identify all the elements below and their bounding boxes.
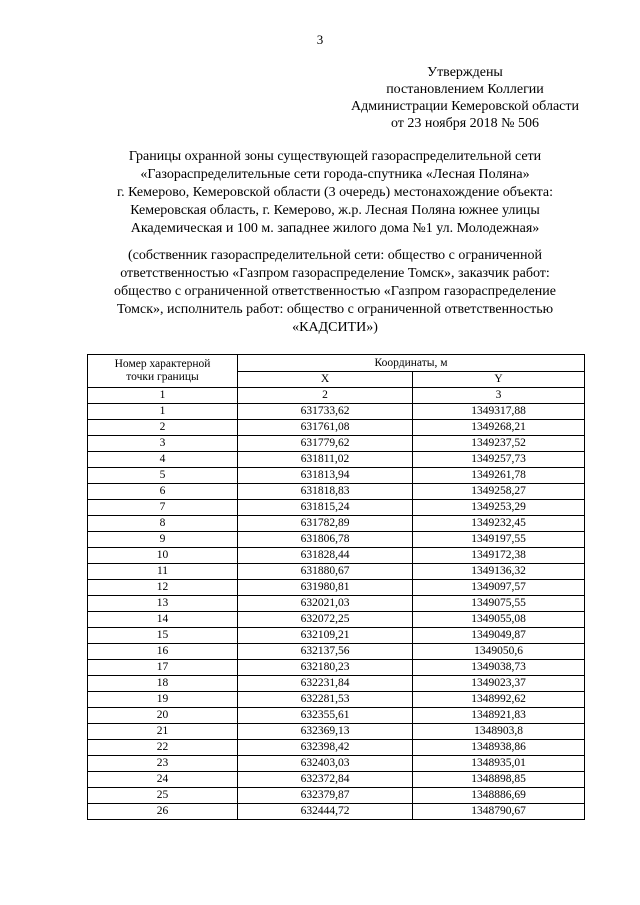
header-point-number	[88, 355, 238, 388]
point-number-cell: 18	[88, 676, 238, 692]
y-coordinate-cell: 1349075,55	[413, 596, 585, 612]
y-coordinate-cell: 1349257,73	[413, 452, 585, 468]
y-coordinate-cell: 1348886,69	[413, 788, 585, 804]
title-line: г. Кемерово, Кемеровской области (3 очередь) местонахождение объекта:	[116, 185, 554, 200]
x-coordinate-cell: 632403,03	[238, 756, 413, 772]
page-number: 3	[316, 32, 324, 47]
x-coordinate-cell: 632109,21	[238, 628, 413, 644]
y-coordinate-cell: 1348935,01	[413, 756, 585, 772]
point-number-cell: 21	[88, 724, 238, 740]
approval-line: Администрации Кемеровской области	[351, 99, 579, 114]
table-row	[88, 612, 585, 628]
point-number-cell: 13	[88, 596, 238, 612]
x-coordinate-cell: 632231,84	[238, 676, 413, 692]
point-number-cell: 16	[88, 644, 238, 660]
table-row	[88, 564, 585, 580]
point-number-cell: 19	[88, 692, 238, 708]
x-coordinate-cell: 631733,62	[238, 404, 413, 420]
x-coordinate-cell: 631806,78	[238, 532, 413, 548]
table-row	[88, 692, 585, 708]
table-row	[88, 628, 585, 644]
x-coordinate-cell: 631815,24	[238, 500, 413, 516]
subtitle-line: Томск», исполнитель работ: общество с ограниченной ответственностью	[116, 302, 554, 317]
table-row	[88, 644, 585, 660]
y-coordinate-cell: 1349237,52	[413, 436, 585, 452]
point-number-cell: 4	[88, 452, 238, 468]
point-number-cell: 14	[88, 612, 238, 628]
table-row	[88, 452, 585, 468]
y-coordinate-cell: 1349097,57	[413, 580, 585, 596]
x-coordinate-cell: 631828,44	[238, 548, 413, 564]
point-number-cell: 10	[88, 548, 238, 564]
y-coordinate-cell: 1348992,62	[413, 692, 585, 708]
x-coordinate-cell: 632398,42	[238, 740, 413, 756]
title-line: Границы охранной зоны существующей газораспределительной сети	[128, 149, 542, 164]
x-coordinate-cell: 632369,13	[238, 724, 413, 740]
x-coordinate-cell: 632021,03	[238, 596, 413, 612]
approval-block	[330, 64, 600, 132]
y-coordinate-cell: 1348898,85	[413, 772, 585, 788]
table-row	[88, 804, 585, 820]
point-number-cell: 12	[88, 580, 238, 596]
y-coordinate-cell: 1349038,73	[413, 660, 585, 676]
y-coordinate-cell: 1349261,78	[413, 468, 585, 484]
point-number-cell: 20	[88, 708, 238, 724]
y-coordinate-cell: 1349050,6	[413, 644, 585, 660]
table-header-row	[88, 355, 585, 372]
y-coordinate-cell: 1348938,86	[413, 740, 585, 756]
table-row	[88, 772, 585, 788]
table-row	[88, 436, 585, 452]
point-number-cell: 9	[88, 532, 238, 548]
x-coordinate-cell: 631818,83	[238, 484, 413, 500]
table-row	[88, 468, 585, 484]
table-row	[88, 596, 585, 612]
approval-line: от 23 ноября 2018 № 506	[390, 116, 540, 131]
table-row	[88, 420, 585, 436]
point-number-cell: 22	[88, 740, 238, 756]
y-coordinate-cell: 1349317,88	[413, 404, 585, 420]
y-coordinate-cell: 1349049,87	[413, 628, 585, 644]
y-coordinate-cell: 1349253,29	[413, 500, 585, 516]
header-point-line: точки границы	[126, 371, 199, 383]
x-coordinate-cell: 631813,94	[238, 468, 413, 484]
x-coordinate-cell: 631761,08	[238, 420, 413, 436]
table-row	[88, 532, 585, 548]
x-coordinate-cell: 631782,89	[238, 516, 413, 532]
subtitle-line: «КАДСИТИ»)	[292, 320, 378, 335]
numbering-cell: 2	[238, 388, 413, 404]
x-coordinate-cell: 631980,81	[238, 580, 413, 596]
numbering-cell: 1	[88, 388, 238, 404]
y-coordinate-cell: 1349232,45	[413, 516, 585, 532]
x-coordinate-cell: 631880,67	[238, 564, 413, 580]
point-number-cell: 26	[88, 804, 238, 820]
point-number-cell: 11	[88, 564, 238, 580]
table-row	[88, 708, 585, 724]
x-coordinate-cell: 632372,84	[238, 772, 413, 788]
point-number-cell: 5	[88, 468, 238, 484]
y-coordinate-cell: 1349136,32	[413, 564, 585, 580]
title-line: Кемеровская область, г. Кемерово, ж.р. Лесная Поляна южнее улицы	[130, 203, 540, 218]
y-coordinate-cell: 1349023,37	[413, 676, 585, 692]
point-number-cell: 15	[88, 628, 238, 644]
table-row	[88, 676, 585, 692]
y-coordinate-cell: 1348921,83	[413, 708, 585, 724]
x-coordinate-cell: 632355,61	[238, 708, 413, 724]
coordinates-table	[87, 354, 585, 820]
table-row	[88, 788, 585, 804]
point-number-cell: 6	[88, 484, 238, 500]
header-point-line: Номер характерной	[114, 358, 211, 370]
numbering-cell: 3	[413, 388, 585, 404]
point-number-cell: 7	[88, 500, 238, 516]
document-subtitle	[70, 247, 600, 337]
x-coordinate-cell: 632072,25	[238, 612, 413, 628]
point-number-cell: 23	[88, 756, 238, 772]
approval-line: Утверждены	[427, 65, 503, 80]
x-coordinate-cell: 632444,72	[238, 804, 413, 820]
point-number-cell: 1	[88, 404, 238, 420]
table-row	[88, 724, 585, 740]
table-row	[88, 500, 585, 516]
point-number-cell: 25	[88, 788, 238, 804]
x-coordinate-cell: 632379,87	[238, 788, 413, 804]
header-y: Y	[413, 372, 585, 388]
header-x: X	[238, 372, 413, 388]
subtitle-line: ответственностью «Газпром газораспределение Томск», заказчик работ:	[120, 266, 550, 281]
table-row	[88, 404, 585, 420]
x-coordinate-cell: 631811,02	[238, 452, 413, 468]
y-coordinate-cell: 1349172,38	[413, 548, 585, 564]
point-number-cell: 8	[88, 516, 238, 532]
x-coordinate-cell: 631779,62	[238, 436, 413, 452]
y-coordinate-cell: 1348790,67	[413, 804, 585, 820]
table-row	[88, 516, 585, 532]
x-coordinate-cell: 632137,56	[238, 644, 413, 660]
table-row	[88, 756, 585, 772]
y-coordinate-cell: 1349197,55	[413, 532, 585, 548]
table-row	[88, 548, 585, 564]
point-number-cell: 24	[88, 772, 238, 788]
header-coordinates: Координаты, м	[238, 355, 585, 372]
point-number-cell: 17	[88, 660, 238, 676]
x-coordinate-cell: 632180,23	[238, 660, 413, 676]
title-line: «Газораспределительные сети города-спутника «Лесная Поляна»	[140, 167, 530, 182]
approval-line: постановлением Коллегии	[386, 82, 544, 97]
subtitle-line: (собственник газораспределительной сети: общество с ограниченной	[127, 248, 542, 263]
y-coordinate-cell: 1349055,08	[413, 612, 585, 628]
table-row	[88, 484, 585, 500]
x-coordinate-cell: 632281,53	[238, 692, 413, 708]
y-coordinate-cell: 1349258,27	[413, 484, 585, 500]
table-numbering-row	[88, 388, 585, 404]
subtitle-line: общество с ограниченной ответственностью «Газпром газораспределение	[114, 284, 556, 299]
table-row	[88, 580, 585, 596]
y-coordinate-cell: 1349268,21	[413, 420, 585, 436]
y-coordinate-cell: 1348903,8	[413, 724, 585, 740]
point-number-cell: 3	[88, 436, 238, 452]
table-row	[88, 660, 585, 676]
point-number-cell: 2	[88, 420, 238, 436]
table-row	[88, 740, 585, 756]
document-title	[70, 148, 600, 238]
title-line: Академическая и 100 м. западнее жилого дома №1 ул. Молодежная»	[130, 221, 540, 236]
